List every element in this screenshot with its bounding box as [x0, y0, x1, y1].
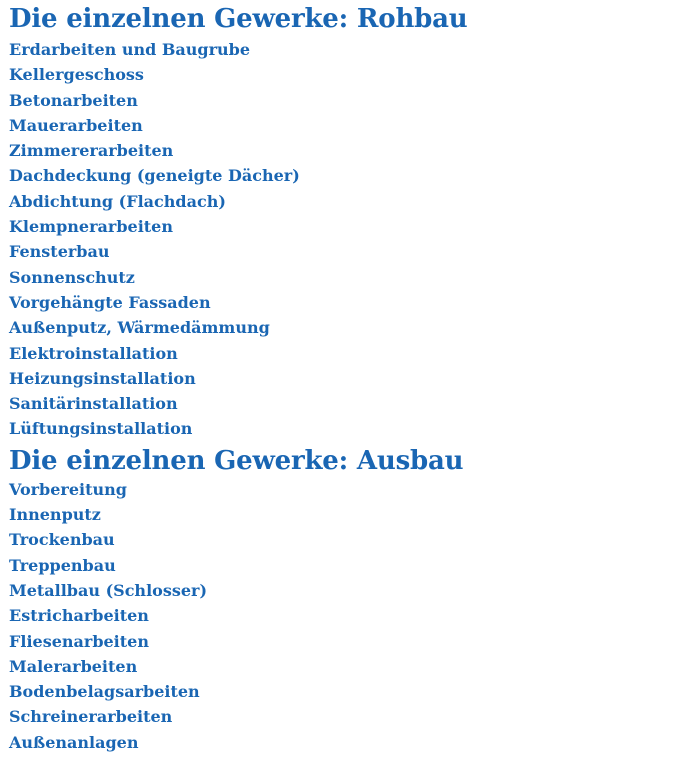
list-item: [9, 502, 685, 527]
list-item: [9, 527, 685, 552]
list-item: [9, 629, 685, 654]
section-ausbau: [9, 446, 685, 755]
list-item: [9, 315, 685, 340]
list-item: [9, 730, 685, 755]
link-heizungsinstallation[interactable]: Heizungsinstallation: [9, 368, 196, 388]
link-trockenbau[interactable]: Trockenbau: [9, 530, 115, 550]
list-item: [9, 290, 685, 315]
link-zimmererarbeiten[interactable]: Zimmererarbeiten: [9, 141, 174, 161]
link-fensterbau[interactable]: Fensterbau: [9, 242, 110, 262]
link-sanitaerinstallation[interactable]: Sanitärinstallation: [9, 394, 178, 414]
link-innenputz[interactable]: Innenputz: [9, 505, 101, 525]
list-item: [9, 654, 685, 679]
list-item: [9, 416, 685, 441]
link-betonarbeiten[interactable]: Betonarbeiten: [9, 90, 138, 110]
section-title-rohbau: Die einzelnen Gewerke: Rohbau: [9, 4, 468, 34]
list-item: [9, 214, 685, 239]
link-schreinerarbeiten[interactable]: Schreinerarbeiten: [9, 707, 173, 727]
link-klempnerarbeiten[interactable]: Klempnerarbeiten: [9, 217, 173, 237]
link-fliesenarbeiten[interactable]: Fliesenarbeiten: [9, 631, 149, 651]
link-sonnenschutz[interactable]: Sonnenschutz: [9, 267, 135, 287]
list-item: [9, 553, 685, 578]
link-estricharbeiten[interactable]: Estricharbeiten: [9, 606, 149, 626]
list-item: [9, 603, 685, 628]
list-item: [9, 341, 685, 366]
link-aussenanlagen[interactable]: Außenanlagen: [9, 732, 139, 752]
list-item: [9, 391, 685, 416]
link-malerarbeiten[interactable]: Malerarbeiten: [9, 656, 138, 676]
link-treppenbau[interactable]: Treppenbau: [9, 555, 116, 575]
link-mauerarbeiten[interactable]: Mauerarbeiten: [9, 115, 143, 135]
link-vorbereitung[interactable]: Vorbereitung: [9, 479, 127, 499]
list-item: [9, 477, 685, 502]
link-lueftungsinstallation[interactable]: Lüftungsinstallation: [9, 419, 193, 439]
list-item: [9, 578, 685, 603]
link-kellergeschoss[interactable]: Kellergeschoss: [9, 65, 144, 85]
list-item: [9, 366, 685, 391]
link-list-ausbau: [9, 477, 685, 755]
list-item: [9, 679, 685, 704]
list-item: [9, 88, 685, 113]
list-item: [9, 113, 685, 138]
list-item: [9, 62, 685, 87]
link-abdichtung[interactable]: Abdichtung (Flachdach): [9, 191, 226, 211]
link-elektroinstallation[interactable]: Elektroinstallation: [9, 343, 178, 363]
link-dachdeckung[interactable]: Dachdeckung (geneigte Dächer): [9, 166, 300, 186]
section-rohbau: [9, 4, 685, 442]
list-item: [9, 138, 685, 163]
link-vorgehaengte-fassaden[interactable]: Vorgehängte Fassaden: [9, 292, 211, 312]
list-item: [9, 704, 685, 729]
section-title-ausbau: Die einzelnen Gewerke: Ausbau: [9, 445, 464, 476]
link-aussenputz[interactable]: Außenputz, Wärmedämmung: [9, 318, 270, 338]
list-item: [9, 265, 685, 290]
list-item: [9, 37, 685, 62]
link-list-rohbau: [9, 37, 685, 442]
list-item: [9, 189, 685, 214]
list-item: [9, 239, 685, 264]
link-erdarbeiten[interactable]: Erdarbeiten und Baugrube: [9, 40, 250, 59]
link-metallbau[interactable]: Metallbau (Schlosser): [9, 580, 208, 600]
link-bodenbelagsarbeiten[interactable]: Bodenbelagsarbeiten: [9, 682, 200, 702]
list-item: [9, 163, 685, 188]
